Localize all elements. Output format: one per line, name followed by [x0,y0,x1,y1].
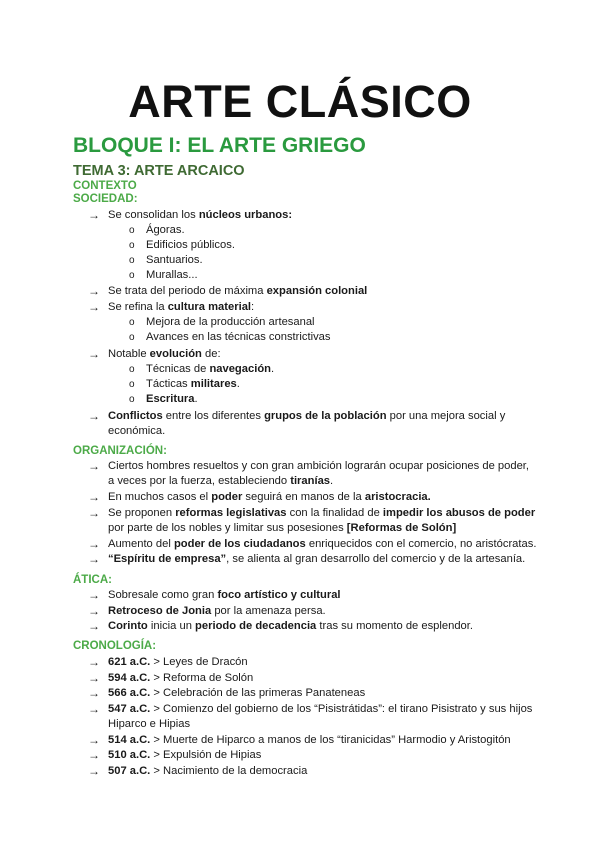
arrow-icon: → [88,655,100,669]
circle-bullet-icon: o [129,364,135,375]
circle-bullet-icon: o [129,394,135,405]
cronologia-heading: CRONOLOGÍA: [73,640,157,652]
circle-bullet-icon: o [129,225,135,236]
arrow-icon: → [88,552,100,566]
arrow-icon: → [88,702,100,716]
atica-heading: ÁTICA: [73,574,112,586]
arrow-icon: → [88,671,100,685]
circle-bullet-icon: o [129,270,135,281]
arrow-icon: → [88,604,100,618]
arrow-icon: → [88,459,100,473]
sociedad-heading: SOCIEDAD: [73,193,138,205]
arrow-icon: → [88,347,100,361]
circle-bullet-icon: o [129,255,135,266]
arrow-icon: → [88,490,100,504]
arrow-icon: → [88,409,100,423]
tema-heading: TEMA 3: ARTE ARCAICO [73,163,245,179]
page-title: ARTE CLÁSICO [128,76,472,127]
arrow-icon: → [88,284,100,298]
contexto-heading: CONTEXTO [73,180,137,192]
circle-bullet-icon: o [129,240,135,251]
arrow-icon: → [88,588,100,602]
arrow-icon: → [88,300,100,314]
bloque-heading: BLOQUE I: EL ARTE GRIEGO [73,134,366,157]
document-page: ARTE CLÁSICO BLOQUE I: EL ARTE GRIEGO TEMA 3: ARTE ARCAICO CONTEXTO SOCIEDAD: → Se consolidan los núcleos urbanos: o Ágoras. o Edificios públicos. o Santuarios. o Murallas... → Se trata del periodo de máxima expansión colonial → Se refina la cultura material: o Mejora de la producción artesanal o Avances en las técnicas constrictivas → Notable evolución de: o Técnicas de navegación. o Tácticas militares. o Escritura. → Conflictos entre los diferentes grupos de la población por una mejora social y económica. ORGANIZACIÓN: → Ciertos hombres resueltos y con gran ambición lograrán ocupar posiciones de poder, a veces por la fuerza, estableciendo tiranías. → En muchos casos el poder seguirá en manos de la aristocracia. → Se proponen reformas legislativas con la finalidad de impedir los abusos de poder por parte de los nobles y limitar sus posesiones [Reformas de Solón] → Aumento del poder de los ciudadanos enriquecidos con el comercio, no aristócratas. → “Espíritu de empresa”, se alienta al gran desarrollo del comercio y de la artesanía. ÁTICA: → Sobresale como gran foco artístico y cultural → Retroceso de Jonia por la amenaza persa. → Corinto inicia un periodo de decadencia tras su momento de esplendor. CRONOLOGÍA: → 621 a.C. > Leyes de Dracón → 594 a.C. > Reforma de Solón → 566 a.C. > Celebración de las primeras Panateneas → 547 a.C. > Comienzo del gobierno de los “Pisistrátidas”: el tirano Pisistrato y sus hijos Hiparco e Hipias → 514 a.C. > Muerte de Hiparco a manos de los “tiranicidas” Harmodio y Aristogitón → 510 a.C. > Expulsión de Hipias → 507 a.C. > Nacimiento de la democracia [0,0,600,848]
arrow-icon: → [88,686,100,700]
arrow-icon: → [88,733,100,747]
arrow-icon: → [88,619,100,633]
arrow-icon: → [88,748,100,762]
circle-bullet-icon: o [129,379,135,390]
circle-bullet-icon: o [129,332,135,343]
arrow-icon: → [88,764,100,778]
arrow-icon: → [88,506,100,520]
arrow-icon: → [88,537,100,551]
organizacion-heading: ORGANIZACIÓN: [73,445,167,457]
circle-bullet-icon: o [129,317,135,328]
arrow-icon: → [88,208,100,222]
